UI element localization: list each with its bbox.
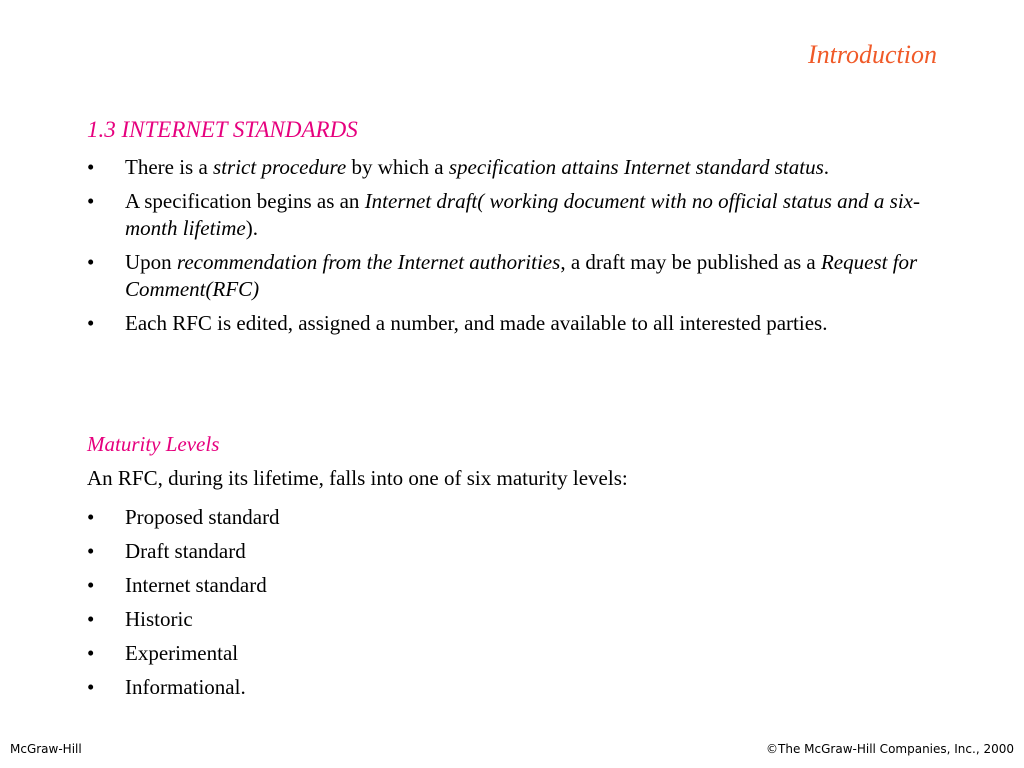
maturity-level-label: Draft standard bbox=[125, 539, 246, 563]
maturity-level-label: Internet standard bbox=[125, 573, 267, 597]
bullet-item-procedure bbox=[87, 154, 957, 181]
bullet-text: . bbox=[823, 155, 829, 179]
bullet-emphasis: Internet draft( working document with no official status and a six-month lifetime bbox=[125, 189, 920, 240]
bullet-item-rfc-edited bbox=[87, 310, 957, 337]
maturity-level-label: Proposed standard bbox=[125, 505, 280, 529]
standards-bullet-list bbox=[87, 154, 957, 344]
maturity-intro-text: An RFC, during its lifetime, falls into one of six maturity levels: bbox=[87, 466, 628, 490]
maturity-level-item bbox=[87, 670, 957, 704]
bullet-marker: • bbox=[87, 539, 95, 563]
bullet-emphasis: specification attains Internet standard status bbox=[448, 155, 824, 179]
bullet-emphasis: strict procedure bbox=[213, 155, 347, 179]
maturity-level-label: Historic bbox=[125, 607, 193, 631]
bullet-text: Upon bbox=[125, 250, 177, 274]
section-heading-maturity-levels: Maturity Levels bbox=[87, 432, 220, 456]
bullet-marker: • bbox=[87, 155, 95, 179]
bullet-marker: • bbox=[87, 675, 95, 699]
section-heading-internet-standards: 1.3 INTERNET STANDARDS bbox=[87, 117, 358, 142]
maturity-level-label: Informational. bbox=[125, 675, 246, 699]
bullet-text: Each RFC is edited, assigned a number, and made available to all interested parties. bbox=[125, 311, 828, 335]
maturity-levels-list bbox=[87, 500, 957, 704]
bullet-text: , a draft may be published as a bbox=[560, 250, 821, 274]
bullet-text: There is a bbox=[125, 155, 214, 179]
footer-publisher: McGraw-Hill bbox=[10, 742, 82, 756]
bullet-item-internet-draft bbox=[87, 188, 957, 242]
bullet-marker: • bbox=[87, 607, 95, 631]
bullet-marker: • bbox=[87, 189, 95, 213]
maturity-level-label: Experimental bbox=[125, 641, 239, 665]
bullet-marker: • bbox=[87, 573, 95, 597]
maturity-level-item bbox=[87, 602, 957, 636]
bullet-text: by which a bbox=[346, 155, 449, 179]
bullet-emphasis: recommendation from the Internet authorities bbox=[176, 250, 561, 274]
bullet-marker: • bbox=[87, 311, 95, 335]
bullet-item-recommendation bbox=[87, 249, 957, 303]
bullet-marker: • bbox=[87, 641, 95, 665]
maturity-level-item bbox=[87, 534, 957, 568]
bullet-emphasis: Request for Comment(RFC) bbox=[125, 250, 918, 301]
bullet-text: A specification begins as an bbox=[125, 189, 365, 213]
slide-title: Introduction bbox=[807, 40, 937, 69]
maturity-level-item bbox=[87, 500, 957, 534]
maturity-level-item bbox=[87, 568, 957, 602]
maturity-level-item bbox=[87, 636, 957, 670]
bullet-marker: • bbox=[87, 505, 95, 529]
bullet-text: ). bbox=[245, 216, 258, 240]
bullet-marker: • bbox=[87, 250, 95, 274]
footer-copyright: ©The McGraw-Hill Companies, Inc., 2000 bbox=[766, 742, 1014, 756]
